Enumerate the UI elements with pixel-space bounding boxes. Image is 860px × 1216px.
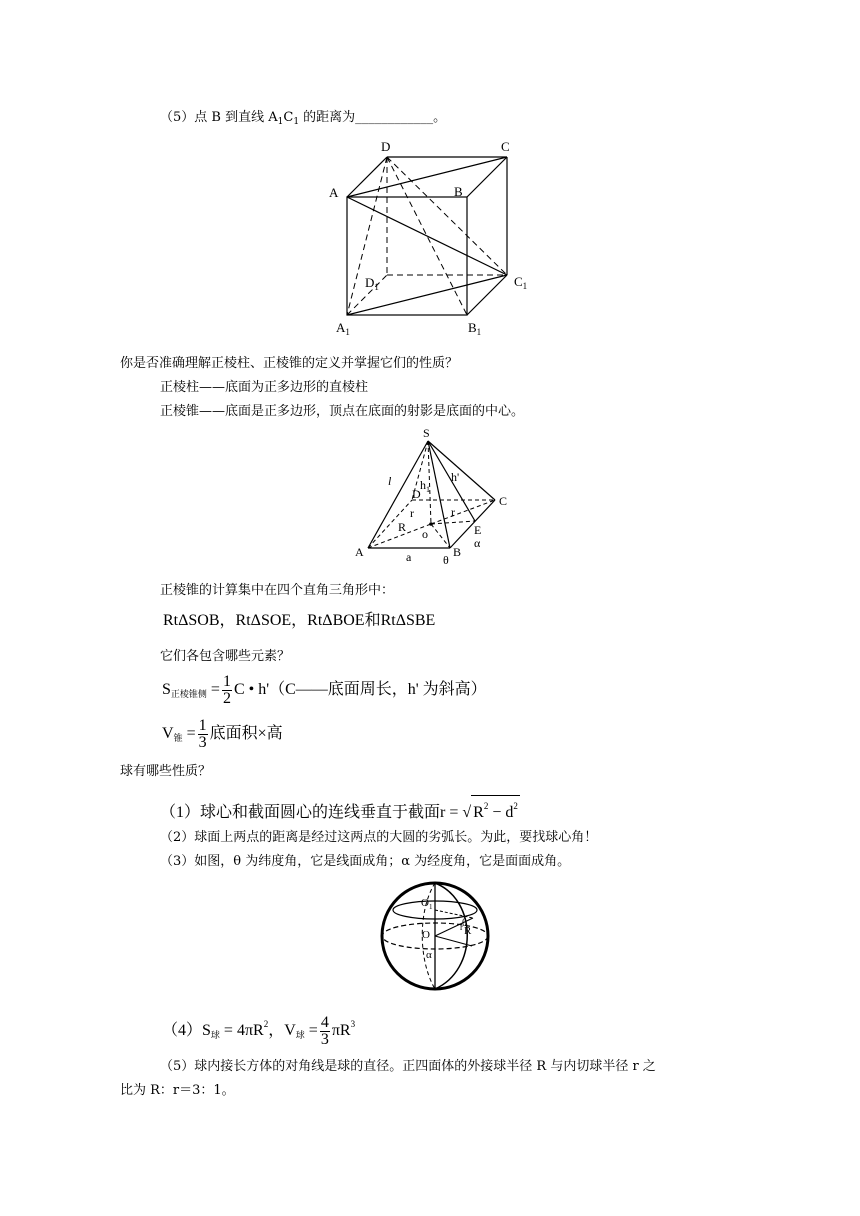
q5-text-post: 的距离为____________。 xyxy=(299,110,447,125)
sphere-property-2: （2）球面上两点的距离是经过这两点的大圆的劣弧长。为此，要找球心角！ xyxy=(160,830,598,845)
vol-num: 1 xyxy=(198,717,207,734)
calc-intro: 正棱锥的计算集中在四个直角三角形中： xyxy=(160,583,395,598)
sphere-label-r-small: r xyxy=(460,922,463,932)
sphere-label-alpha: α xyxy=(426,949,432,961)
sphere-label-o: O xyxy=(422,929,430,941)
p4-eq: = xyxy=(304,1022,318,1039)
pyramid-diagram xyxy=(350,425,520,570)
pyr-label-theta: θ xyxy=(443,553,449,567)
p4-sup1: 2 xyxy=(263,1019,269,1029)
p1-mid: − d xyxy=(488,804,514,821)
cube-label-a1: $A_1$ xyxy=(336,320,350,337)
p1-text: （1）球心和截面圆心的连线垂直于截面r = xyxy=(160,804,463,821)
p4-num: 4 xyxy=(320,1013,329,1031)
prism-definition: 正棱柱——底面为正多边形的直棱柱 xyxy=(160,380,369,395)
q5-sub1: 1 xyxy=(277,117,284,127)
cube-label-c: C xyxy=(501,139,510,154)
question-5 xyxy=(160,109,446,131)
p4-sup2: 3 xyxy=(350,1019,356,1029)
sphere-property-3: （3）如图，θ 为纬度角，它是线面成角；α 为经度角，它是面面成角。 xyxy=(160,854,571,869)
sphere-label-o1: $O_1$ xyxy=(421,897,433,911)
pyr-label-r-big: R xyxy=(398,520,407,534)
cube-label-d1: $D_1$ xyxy=(365,275,379,292)
lateral-eq: = xyxy=(206,681,220,699)
vol-frac xyxy=(198,718,208,751)
sphere-property-4 xyxy=(162,1014,355,1048)
p4-sub2: 球 xyxy=(295,1030,305,1040)
sqrt-radicand xyxy=(471,795,520,823)
pyr-label-c: C xyxy=(499,494,508,508)
q5-text-pre: （5）点 B 到直线 A xyxy=(160,110,278,125)
pyr-label-l: l xyxy=(388,474,392,488)
prism-question: 你是否准确理解正棱柱、正棱锥的定义并掌握它们的性质？ xyxy=(120,356,459,371)
pyr-label-d: D xyxy=(412,487,421,501)
cube-label-c1: $C_1$ xyxy=(514,274,528,291)
lateral-s: S xyxy=(162,681,171,699)
q5-mid: C xyxy=(283,110,294,125)
sphere-label-theta: θ xyxy=(462,918,467,929)
p4-sub1: 球 xyxy=(210,1030,220,1040)
p1-sup-b: 2 xyxy=(513,801,518,811)
right-triangles: RtΔSOB，RtΔSOE，RtΔBOE和RtΔSBE xyxy=(163,612,436,629)
pyr-label-a-side: a xyxy=(406,550,412,564)
cube-label-b: B xyxy=(454,184,463,199)
pyr-label-h1: $h_1$ xyxy=(420,478,430,494)
pyr-label-e: E xyxy=(474,523,482,537)
elements-question: 它们各包含哪些元素？ xyxy=(160,649,291,664)
lateral-rest: C • h'（C——底面周长，h' 为斜高） xyxy=(233,681,487,699)
p1-sup-a: 2 xyxy=(483,801,489,811)
lateral-den: 2 xyxy=(222,690,231,707)
pyr-label-alpha: α xyxy=(474,536,481,550)
p4-frac xyxy=(320,1015,330,1048)
sphere-question: 球有哪些性质？ xyxy=(120,764,212,779)
lateral-frac xyxy=(222,674,232,707)
p4-mid: = 4πR xyxy=(219,1022,264,1039)
cube-label-b1: $B_1$ xyxy=(468,320,482,337)
vol-v: V xyxy=(162,725,174,743)
pyr-label-r2: r xyxy=(451,505,455,519)
p1-r: R xyxy=(473,804,484,821)
sqrt-symbol: √ xyxy=(462,804,472,821)
vol-den: 3 xyxy=(198,734,207,751)
vol-eq: = xyxy=(182,725,196,743)
cube-diagram xyxy=(320,135,540,345)
pyr-label-b: B xyxy=(453,545,462,559)
lateral-sub: 正棱锥侧 xyxy=(170,689,207,700)
p4-pre: （4）S xyxy=(162,1022,211,1039)
vol-sub: 锥 xyxy=(173,733,183,744)
pyr-label-s: S xyxy=(423,426,430,440)
pyr-label-hprime: h' xyxy=(451,470,460,484)
pyr-label-a: A xyxy=(355,545,364,559)
sphere-property-5-line1: （5）球内接长方体的对角线是球的直径。正四面体的外接球半径 R 与内切球半径 r 之 xyxy=(160,1059,656,1074)
vol-rest: 底面积×高 xyxy=(209,725,283,743)
pyramid-definition: 正棱锥——底面是正多边形，顶点在底面的射影是底面的中心。 xyxy=(160,404,525,419)
pyr-label-o: o xyxy=(422,527,428,541)
sphere-property-5-line2: 比为 R：r＝3：1。 xyxy=(120,1083,235,1098)
sphere-diagram xyxy=(378,880,493,992)
p4-den: 3 xyxy=(320,1030,329,1048)
q5-sub2: 1 xyxy=(293,117,300,127)
volume-formula xyxy=(162,718,283,751)
p4-post: πR xyxy=(331,1022,351,1039)
lateral-num: 1 xyxy=(222,673,231,690)
cube-label-d: D xyxy=(381,139,391,154)
pyr-label-r1: r xyxy=(410,506,414,520)
sphere-property-1 xyxy=(160,795,520,823)
sphere-label-r: R xyxy=(464,925,472,937)
cube-label-a: A xyxy=(329,185,339,200)
p4-comma: ，V xyxy=(268,1022,296,1039)
lateral-area-formula xyxy=(162,674,487,707)
